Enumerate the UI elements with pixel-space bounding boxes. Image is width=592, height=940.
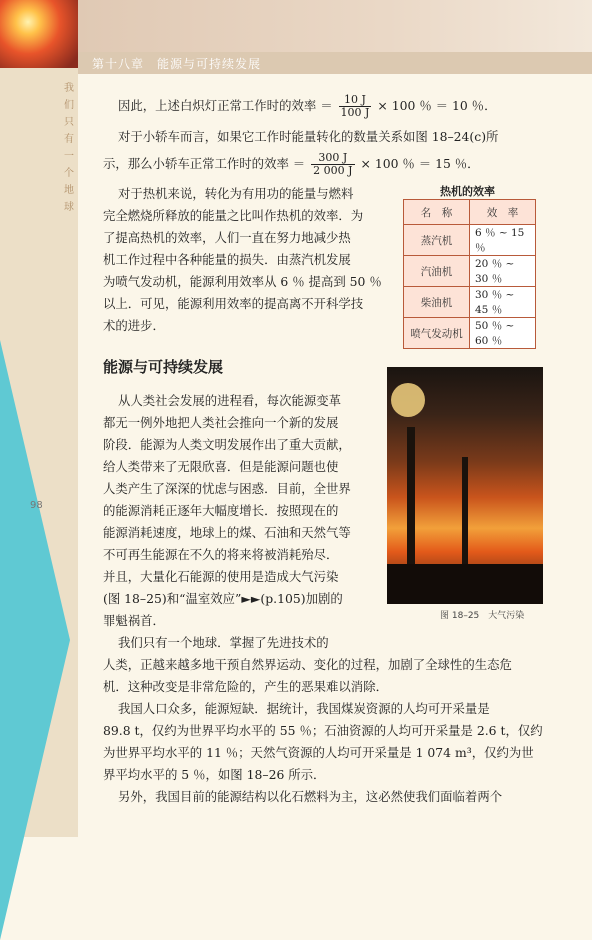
table-cell: 喷气发动机 (404, 318, 470, 349)
paragraph-line: (图 18–25)和“温室效应”►►(p.105)加剧的 (103, 591, 343, 606)
paragraph-line: 界平均水平的 5 ％，如图 18–26 所示． (103, 767, 326, 782)
paragraph-line: 不可再生能源在不久的将来将被消耗殆尽． (103, 547, 339, 562)
efficiency-formula-car (103, 152, 480, 177)
fraction-numerator: 10 J (339, 94, 372, 107)
air-pollution-photo (387, 367, 543, 604)
table-row (404, 318, 536, 349)
paragraph-line: 完全燃烧所释放的能量之比叫作热机的效率．为 (103, 208, 364, 223)
corner-sun-image (0, 0, 78, 68)
table-cell: 30 ％ ~ 45 ％ (470, 287, 536, 318)
formula-prefix: 因此，上述白炽灯正常工作时的效率 ＝ (118, 98, 333, 113)
paragraph-line: 的能源消耗正逐年大幅度增长．按照现在的 (103, 503, 339, 518)
paragraph-line: 对于小轿车而言，如果它工作时能量转化的数量关系如图 18–24(c)所 (118, 129, 499, 144)
fraction (339, 94, 372, 119)
table-cell: 柴油机 (404, 287, 470, 318)
vtitle-char: 有 (64, 134, 74, 145)
factory-silhouette (387, 564, 543, 604)
paragraph-line: 从人类社会发展的进程看，每次能源变革 (118, 393, 342, 408)
paragraph-line: 能源消耗速度，地球上的煤、石油和天然气等 (103, 525, 351, 540)
paragraph-line: 罪魁祸首． (103, 613, 165, 628)
efficiency-formula-lamp (118, 94, 496, 119)
vertical-section-title (63, 80, 75, 216)
paragraph-line: 对于热机来说，转化为有用功的能量与燃料 (118, 186, 354, 201)
table-cell: 50 ％ ~ 60 ％ (470, 318, 536, 349)
smokestack-shape (407, 427, 415, 577)
top-band (78, 0, 592, 52)
paragraph-line: 我们只有一个地球．掌握了先进技术的 (118, 635, 329, 650)
table-cell: 20 ％ ~ 30 ％ (470, 256, 536, 287)
paragraph-line: 为世界平均水平的 11 ％；天然气资源的人均可开采量是 1 074 m³，仅约为世 (103, 745, 534, 760)
vtitle-char: 一 (64, 151, 74, 162)
vtitle-char: 只 (64, 117, 74, 128)
paragraph-line: 了提高热机的效率，人们一直在努力地减少热 (103, 230, 351, 245)
table-row (404, 256, 536, 287)
paragraph-line: 术的进步． (103, 318, 165, 333)
paragraph-line: 人类，正越来越多地干预自然界运动、变化的过程，加剧了全球性的生态危 (103, 657, 512, 672)
table-header: 名 称 (404, 200, 470, 225)
paragraph-line: 并且，大量化石能源的使用是造成大气污染 (103, 569, 339, 584)
paragraph-line: 89.8 t，仅约为世界平均水平的 55 ％；石油资源的人均可开采量是 2.6 t，仅约 (103, 723, 543, 738)
chapter-title: 第十八章 能源与可持续发展 (92, 57, 262, 71)
fraction-numerator: 300 J (311, 152, 354, 165)
table-row (404, 225, 536, 256)
smokestack-shape (462, 457, 468, 577)
paragraph-line: 人类产生了深深的忧虑与困惑．目前，全世界 (103, 481, 351, 496)
paragraph-line: 机工作过程中各种能量的损失．由蒸汽机发展 (103, 252, 351, 267)
table-header: 效 率 (470, 200, 536, 225)
decorative-triangle (0, 340, 70, 940)
vtitle-char: 们 (64, 100, 74, 111)
table-header-row (404, 200, 536, 225)
paragraph-line: 都无一例外地把人类社会推向一个新的发展 (103, 415, 339, 430)
table-cell: 6 ％ ~ 15 ％ (470, 225, 536, 256)
table-cell: 蒸汽机 (404, 225, 470, 256)
formula-prefix: 示，那么小轿车正常工作时的效率 ＝ (103, 156, 306, 171)
vtitle-char: 个 (64, 168, 74, 179)
sun-shape (391, 383, 425, 417)
formula-suffix: × 100 ％ ＝ 15 ％． (360, 156, 480, 171)
paragraph-line: 给人类带来了无限欣喜．但是能源问题也使 (103, 459, 339, 474)
paragraph-line: 我国人口众多，能源短缺．据统计，我国煤炭资源的人均可开采量是 (118, 701, 490, 716)
paragraph-line: 为喷气发动机，能源利用效率从 6 ％ 提高到 50 ％ (103, 274, 382, 289)
figure-caption: 图 18–25 大气污染 (440, 611, 525, 621)
paragraph-line: 以上．可见，能源利用效率的提高离不开科学技 (103, 296, 364, 311)
section-heading: 能源与可持续发展 (103, 358, 224, 376)
vtitle-char: 我 (64, 83, 74, 94)
table-cell: 汽油机 (404, 256, 470, 287)
paragraph-line: 另外，我国目前的能源结构以化石燃料为主，这必然使我们面临着两个 (118, 789, 503, 804)
fraction-denominator: 2 000 J (313, 164, 353, 177)
page-number: 98 (30, 500, 43, 511)
paragraph-line: 阶段．能源为人类文明发展作出了重大贡献， (103, 437, 351, 452)
formula-suffix: × 100 ％ ＝ 10 ％． (377, 98, 497, 113)
efficiency-table (403, 199, 536, 349)
vtitle-char: 球 (64, 202, 74, 213)
fraction-denominator: 100 J (340, 106, 370, 119)
table-row (404, 287, 536, 318)
vtitle-char: 地 (64, 185, 74, 196)
table-title: 热机的效率 (440, 185, 495, 198)
paragraph-line: 机．这种改变是非常危险的，产生的恶果难以消除． (103, 679, 388, 694)
fraction (311, 152, 354, 177)
